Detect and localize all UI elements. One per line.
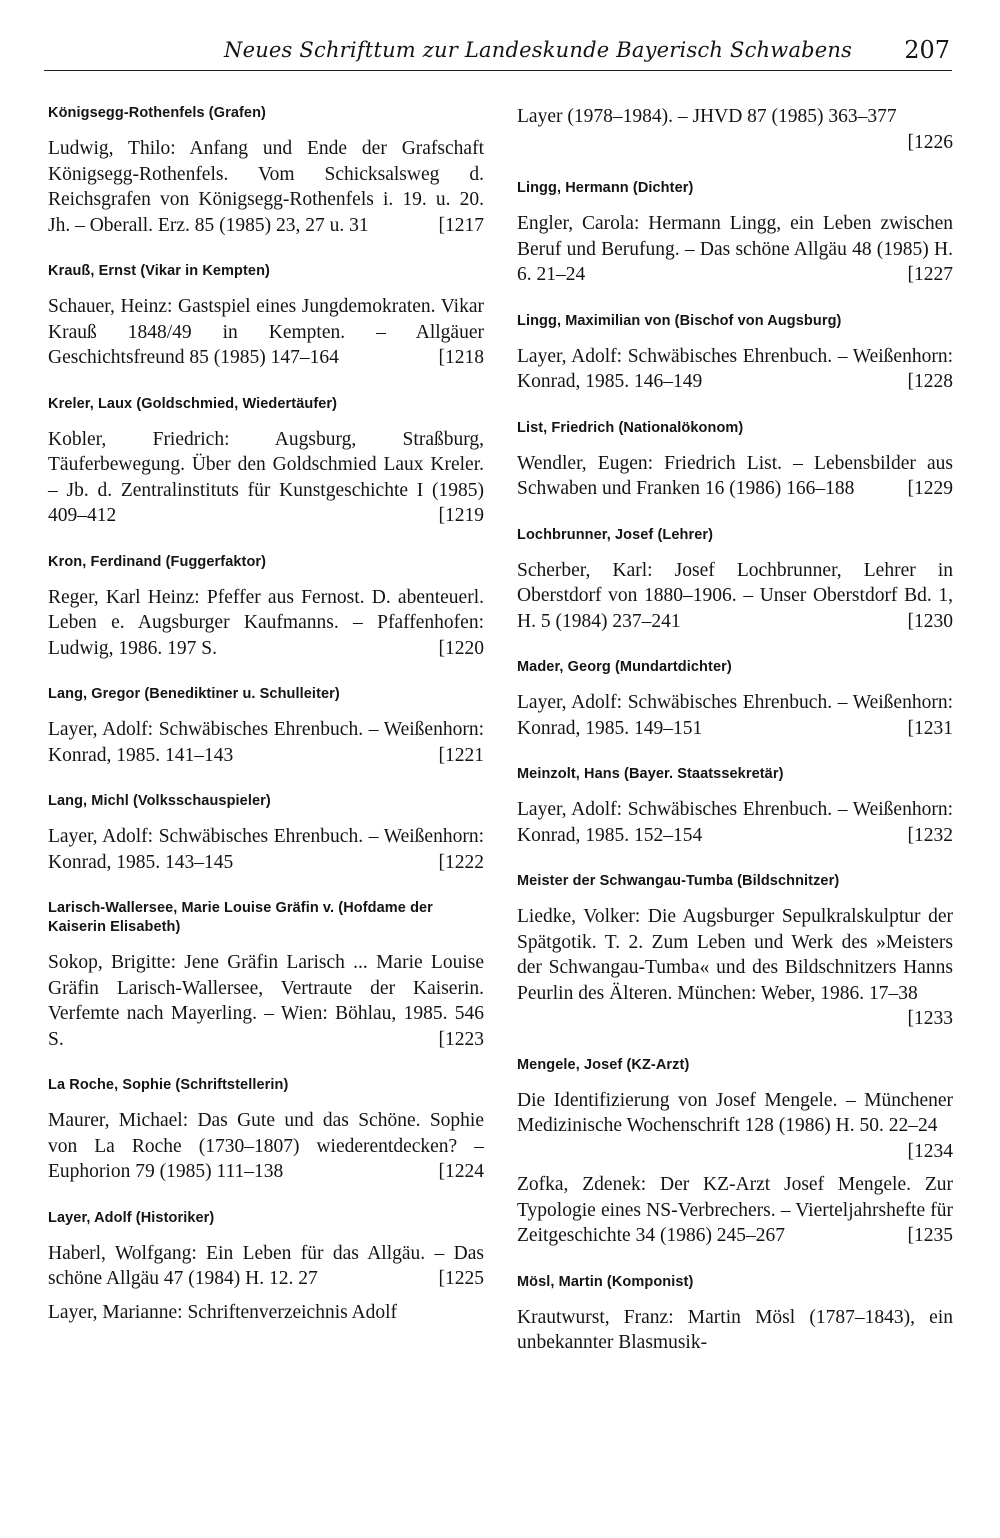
bibliography-entry: [517, 1056, 953, 1249]
reference-text: [48, 427, 484, 529]
bibliography-entry: [48, 104, 484, 238]
reference-number: [1219: [438, 505, 484, 526]
reference-number: [1224: [438, 1161, 484, 1182]
reference-number: [1235: [907, 1225, 953, 1246]
reference-citation: Schauer, Heinz: Gastspiel eines Jungdemokraten. Vikar Krauß 1848/49 in Kempten. – Allgäuer Geschichtsfreund 85 (1985) 147–164: [48, 296, 484, 368]
reference-citation: Liedke, Volker: Die Augsburger Sepulkralskulptur der Spätgotik. T. 2. Zum Leben und Werk des »Meisters der Schwangau-Tumba« und des Bildschnitzers Hanns Peurlin des Älteren. München: Weber, 1986. 17–38: [517, 906, 953, 1004]
reference-citation: Layer, Adolf: Schwäbisches Ehrenbuch. – Weißenhorn: Konrad, 1985. 141–143: [48, 719, 484, 766]
reference-text: [517, 797, 953, 848]
reference-number: [1228: [907, 371, 953, 392]
entry-heading: Layer, Adolf (Historiker): [48, 1209, 215, 1226]
entry-heading: Meinzolt, Hans (Bayer. Staatssekretär): [517, 766, 784, 782]
reference-number: [1231: [907, 717, 953, 739]
reference-number: [1233: [907, 1008, 953, 1029]
reference-number: [1229: [907, 478, 953, 499]
reference-number: [1225: [438, 1268, 484, 1289]
bibliography-entry: [517, 526, 953, 635]
reference-citation: Die Identifizierung von Josef Mengele. – Münchener Medizinische Wochenschrift 128 (1986) H. 50. 22–24: [517, 1089, 953, 1136]
bibliography-entry: [517, 658, 953, 741]
bibliography-entry: [517, 104, 953, 155]
entry-heading: Lang, Michl (Volksschauspieler): [48, 793, 271, 809]
reference-number: [1226: [907, 131, 953, 153]
entry-heading: Kreler, Laux (Goldschmied, Wiedertäufer): [48, 395, 338, 412]
reference-citation: Layer (1978–1984). – JHVD 87 (1985) 363–377: [517, 106, 897, 127]
reference-text: [48, 1108, 484, 1185]
reference-citation: Scherber, Karl: Josef Lochbrunner, Lehrer in Oberstdorf von 1880–1906. – Unser Oberstdorf Bd. 1, H. 5 (1984) 237–241: [517, 559, 953, 632]
reference-citation: Sokop, Brigitte: Jene Gräfin Larisch ... Marie Louise Gräfin Larisch-Wallersee, Vertraute der Kaiserin. Verfemte nach Mayerling. – Wien: Böhlau, 1985. 546 S.: [48, 952, 484, 1050]
reference-text: [48, 294, 484, 371]
reference-citation: Zofka, Zdenek: Der KZ-Arzt Josef Mengele. Zur Typologie eines NS-Verbrechers. – Vierteljahrshefte für Zeitgeschichte 34 (1986) 245–267: [517, 1174, 953, 1246]
reference-citation: Haberl, Wolfgang: Ein Leben für das Allgäu. – Das schöne Allgäu 47 (1984) H. 12. 27: [48, 1242, 484, 1289]
entry-heading: La Roche, Sophie (Schriftstellerin): [48, 1077, 289, 1093]
entry-heading: Mader, Georg (Mundartdichter): [517, 659, 732, 675]
reference-citation: Engler, Carola: Hermann Lingg, ein Leben zwischen Beruf und Berufung. – Das schöne Allgäu 48 (1985) H. 6. 21–24: [517, 213, 953, 285]
reference-number: [1230: [907, 610, 953, 632]
entry-heading: Mösl, Martin (Komponist): [517, 1273, 694, 1290]
reference-text: [517, 451, 953, 502]
bibliography-entry: [517, 312, 953, 395]
bibliography-entry: [48, 553, 484, 662]
reference-text: [48, 717, 484, 768]
reference-citation: Maurer, Michael: Das Gute und das Schöne. Sophie von La Roche (1730–1807) wiederentdecken? – Euphorion 79 (1985) 111–138: [48, 1110, 484, 1182]
reference-number: [1234: [907, 1140, 953, 1162]
reference-text: [517, 344, 953, 395]
reference-citation: Reger, Karl Heinz: Pfeffer aus Fernost. D. abenteuerl. Leben e. Augsburger Kaufmanns. – Pfaffenhofen: Ludwig, 1986. 197 S.: [48, 586, 484, 659]
running-title: Neues Schrifttum zur Landeskunde Bayerisch Schwabens: [224, 38, 853, 62]
bibliography-entry: [517, 419, 953, 502]
page-number: 207: [904, 36, 950, 64]
bibliography-entry: [517, 872, 953, 1032]
reference-text: [48, 1241, 484, 1292]
bibliography-entry: [48, 262, 484, 371]
entry-heading: Lang, Gregor (Benediktiner u. Schulleiter): [48, 686, 340, 702]
reference-citation: Layer, Adolf: Schwäbisches Ehrenbuch. – Weißenhorn: Konrad, 1985. 146–149: [517, 345, 953, 392]
reference-text: [517, 211, 953, 288]
entry-heading: Larisch-Wallersee, Marie Louise Gräfin v. (Hofdame der Kaiserin Elisabeth): [48, 900, 433, 935]
reference-number: [1221: [438, 744, 484, 766]
entry-heading: Krauß, Ernst (Vikar in Kempten): [48, 263, 270, 279]
reference-citation: Kobler, Friedrich: Augsburg, Straßburg, Täuferbewegung. Über den Goldschmied Laux Kreler. – Jb. d. Zentralinstituts für Kunstgeschichte I (1985) 409–412: [48, 428, 484, 526]
entry-heading: Lingg, Maximilian von (Bischof von Augsburg): [517, 312, 842, 329]
entry-heading: Königsegg-Rothenfels (Grafen): [48, 105, 266, 121]
reference-citation: Krautwurst, Franz: Martin Mösl (1787–1843), ein unbekannter Blasmusik-: [517, 1306, 953, 1353]
entry-heading: Lochbrunner, Josef (Lehrer): [517, 526, 714, 543]
reference-text: [517, 1088, 953, 1165]
reference-text: [517, 104, 953, 155]
reference-citation: Layer, Adolf: Schwäbisches Ehrenbuch. – Weißenhorn: Konrad, 1985. 152–154: [517, 799, 953, 846]
left-column: [48, 104, 484, 1349]
bibliography-entry: [48, 395, 484, 529]
reference-text: [48, 1300, 484, 1326]
reference-citation: Wendler, Eugen: Friedrich List. – Lebensbilder aus Schwaben und Franken 16 (1986) 166–188: [517, 452, 953, 499]
reference-text: [48, 585, 484, 662]
reference-number: [1227: [907, 264, 953, 285]
reference-number: [1232: [907, 824, 953, 846]
reference-text: [517, 1172, 953, 1249]
reference-number: [1218: [438, 347, 484, 368]
reference-citation: Layer, Adolf: Schwäbisches Ehrenbuch. – Weißenhorn: Konrad, 1985. 143–145: [48, 826, 484, 873]
bibliography-entry: [517, 1273, 953, 1356]
reference-text: [517, 558, 953, 635]
bibliography-entry: [517, 765, 953, 848]
reference-text: [517, 904, 953, 1032]
bibliography-entry: [517, 179, 953, 288]
reference-number: [1220: [438, 637, 484, 659]
bibliography-entry: [48, 685, 484, 768]
reference-number: [1217: [438, 214, 484, 236]
bibliography-entry: [48, 1076, 484, 1185]
reference-text: [517, 690, 953, 741]
reference-citation: Ludwig, Thilo: Anfang und Ende der Grafschaft Königsegg-Rothenfels. Vom Schicksalsweg d. Reichsgrafen von Königsegg-Rothenfels i. 19. u. 20. Jh. – Oberall. Erz. 85 (1985) 23, 27 u. 31: [48, 138, 484, 236]
reference-number: [1223: [438, 1028, 484, 1050]
reference-citation: Layer, Marianne: Schriftenverzeichnis Adolf: [48, 1301, 398, 1323]
reference-citation: Layer, Adolf: Schwäbisches Ehrenbuch. – Weißenhorn: Konrad, 1985. 149–151: [517, 692, 953, 739]
bibliography-entry: [48, 792, 484, 875]
reference-text: [48, 136, 484, 238]
running-header: [44, 36, 952, 71]
entry-heading: Kron, Ferdinand (Fuggerfaktor): [48, 553, 267, 570]
entry-heading: Mengele, Josef (KZ-Arzt): [517, 1056, 690, 1073]
bibliography-entry: [48, 1209, 484, 1326]
right-column: [517, 104, 953, 1380]
bibliography-entry: [48, 899, 484, 1052]
entry-heading: Meister der Schwangau-Tumba (Bildschnitzer): [517, 873, 840, 889]
reference-text: [517, 1305, 953, 1356]
entry-heading: Lingg, Hermann (Dichter): [517, 180, 694, 196]
reference-text: [48, 950, 484, 1052]
reference-text: [48, 824, 484, 875]
reference-number: [1222: [438, 851, 484, 873]
entry-heading: List, Friedrich (Nationalökonom): [517, 419, 744, 436]
